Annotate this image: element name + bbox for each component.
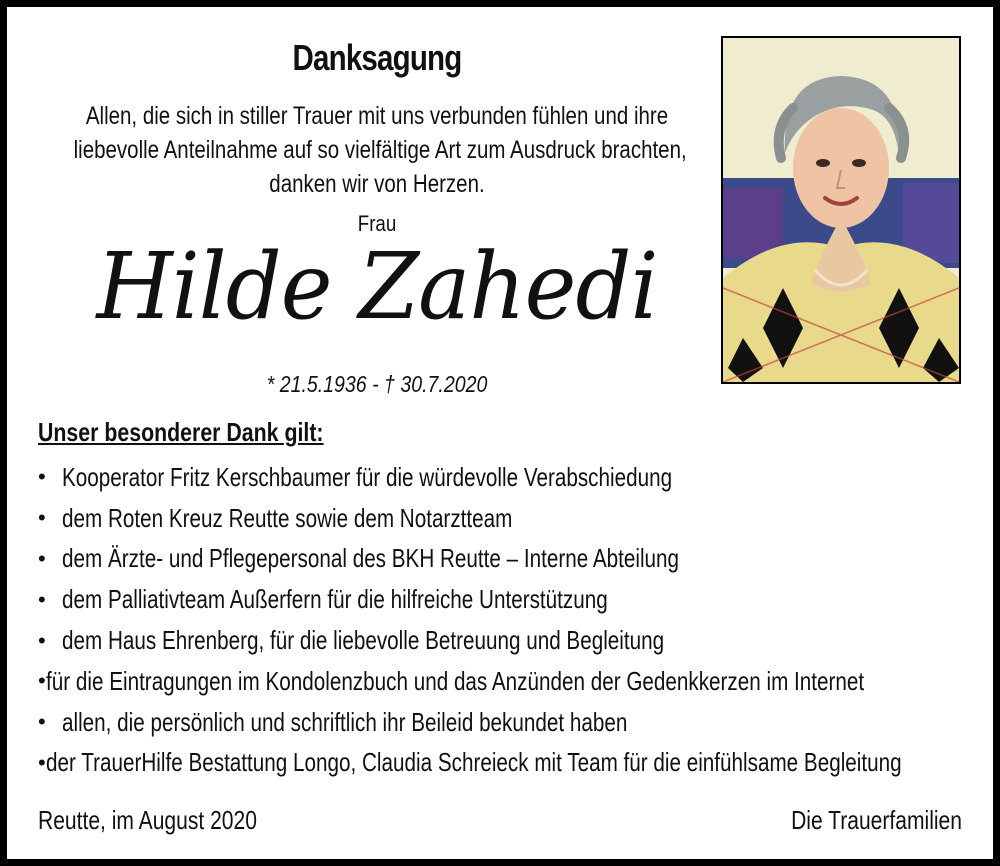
list-item-text: der TrauerHilfe Bestattung Longo, Claudia Schreieck mit Team für die einfühlsame Begleitung: [45, 747, 902, 778]
list-item-text: Kooperator Fritz Kerschbaumer für die würdevolle Verabschiedung: [62, 461, 673, 492]
list-item: [38, 457, 978, 498]
list-item: [38, 620, 978, 661]
salutation: Frau: [357, 211, 397, 236]
list-item-text: für die Eintragungen im Kondolenzbuch und das Anzünden der Gedenkkerzen im Internet: [45, 665, 864, 696]
list-item: [38, 539, 978, 580]
list-item-text: dem Roten Kreuz Reutte sowie dem Notarztteam: [62, 502, 513, 533]
thanks-heading: Unser besonderer Dank gilt:: [38, 417, 324, 447]
intro-line: liebevolle Anteilnahme auf so vielfältige Art zum Ausdruck brachten,: [73, 136, 687, 164]
signature: Die Trauerfamilien: [791, 805, 962, 835]
list-item: [38, 579, 978, 620]
bullet-icon: •: [38, 668, 46, 694]
bullet-icon: •: [38, 464, 46, 490]
portrait-illustration: [723, 38, 959, 382]
list-item-text: allen, die persönlich und schriftlich ihr Beileid bekundet haben: [62, 706, 628, 737]
thanks-list: [38, 457, 978, 783]
bullet-icon: •: [38, 627, 46, 653]
intro-line: Allen, die sich in stiller Trauer mit uns verbunden fühlen und ihre: [85, 102, 669, 130]
list-item: [38, 498, 978, 539]
notice-title: Danksagung: [292, 37, 462, 78]
bullet-icon: •: [38, 545, 46, 571]
life-dates: * 21.5.1936 - † 30.7.2020: [266, 371, 488, 397]
place-date: Reutte, im August 2020: [38, 805, 257, 835]
bullet-icon: •: [38, 505, 46, 531]
portrait-photo: [721, 36, 961, 384]
list-item: [38, 702, 978, 743]
list-item: [38, 743, 978, 784]
intro-line: danken wir von Herzen.: [269, 170, 485, 198]
bullet-icon: •: [38, 586, 46, 612]
list-item-text: dem Ärzte- und Pflegepersonal des BKH Reutte – Interne Abteilung: [62, 543, 680, 574]
deceased-name: Hilde Zahedi: [96, 233, 658, 340]
bullet-icon: •: [38, 709, 46, 735]
list-item: [38, 661, 978, 702]
intro-text: [73, 99, 687, 201]
bullet-icon: •: [38, 749, 46, 775]
list-item-text: dem Palliativteam Außerfern für die hilfreiche Unterstützung: [62, 584, 608, 615]
list-item-text: dem Haus Ehrenberg, für die liebevolle Betreuung und Begleitung: [62, 625, 665, 656]
